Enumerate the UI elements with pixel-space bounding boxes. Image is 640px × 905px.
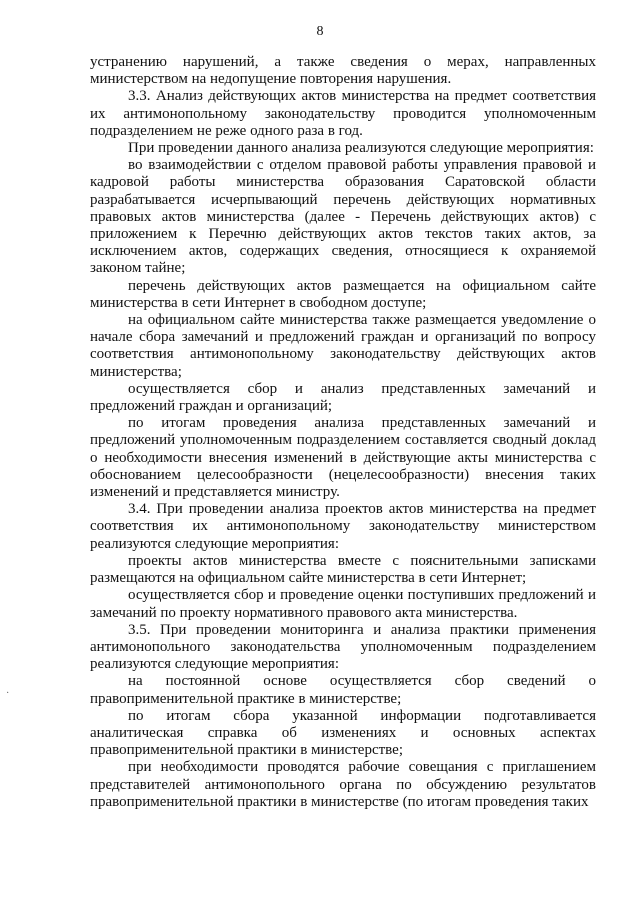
margin-mark: ·	[6, 688, 10, 699]
document-body	[90, 54, 596, 811]
paragraph: по итогам сбора указанной информации подготавливается аналитическая справка об изменениях и основных аспектах правоприменительной практики в министерстве;	[90, 707, 596, 759]
paragraph: При проведении данного анализа реализуются следующие мероприятия:	[128, 140, 594, 157]
paragraph: на официальном сайте министерства также размещается уведомление о начале сбора замечаний и предложений граждан и организаций по вопросу соответствия антимонопольному законодательству действующих актов министерства;	[90, 312, 596, 380]
paragraph: во взаимодействии с отделом правовой работы управления правовой и кадровой работы министерства образования Саратовской области разрабатывается исчерпывающий перечень действующих нормативных правовых актов министерства (далее - Перечень действующих актов) с приложением к Перечню действующих актов текстов таких актов, за исключением актов, содержащих сведения, относящиеся к охраняемой законом тайне;	[90, 157, 596, 277]
paragraph: по итогам проведения анализа представленных замечаний и предложений уполномоченным подразделением составляется сводный доклад о необходимости внесения изменений в действующие акты министерства с обоснованием целесообразности (нецелесообразности) внесения таких изменений и представляется министру.	[90, 415, 596, 501]
paragraph: осуществляется сбор и проведение оценки поступивших предложений и замечаний по проекту нормативного правового акта министерства.	[90, 587, 596, 621]
paragraph: 3.5. При проведении мониторинга и анализа практики применения антимонопольного законодательства уполномоченным подразделением реализуются следующие мероприятия:	[90, 621, 596, 673]
paragraph: на постоянной основе осуществляется сбор сведений о правоприменительной практике в министерстве;	[90, 673, 596, 707]
page-number: 8	[316, 24, 324, 39]
paragraph: устранению нарушений, а также сведения о мерах, направленных министерством на недопущение повторения нарушения.	[90, 54, 596, 88]
paragraph: осуществляется сбор и анализ представленных замечаний и предложений граждан и организаций;	[90, 380, 596, 415]
paragraph: 3.3. Анализ действующих актов министерства на предмет соответствия их антимонопольному законодательству проводится уполномоченным подразделением не реже одного раза в год.	[90, 88, 596, 139]
paragraph: 3.4. При проведении анализа проектов актов министерства на предмет соответствия их антимонопольному законодательству министерством реализуются следующие мероприятия:	[90, 501, 596, 552]
paragraph: проекты актов министерства вместе с пояснительными записками размещаются на официальном сайте министерства в сети Интернет;	[90, 552, 596, 587]
paragraph: при необходимости проводятся рабочие совещания с приглашением представителей антимонопольного органа по обсуждению результатов правоприменительной практики в министерстве (по итогам проведения таких	[90, 759, 596, 810]
paragraph: перечень действующих актов размещается на официальном сайте министерства в сети Интернет в свободном доступе;	[90, 277, 596, 311]
